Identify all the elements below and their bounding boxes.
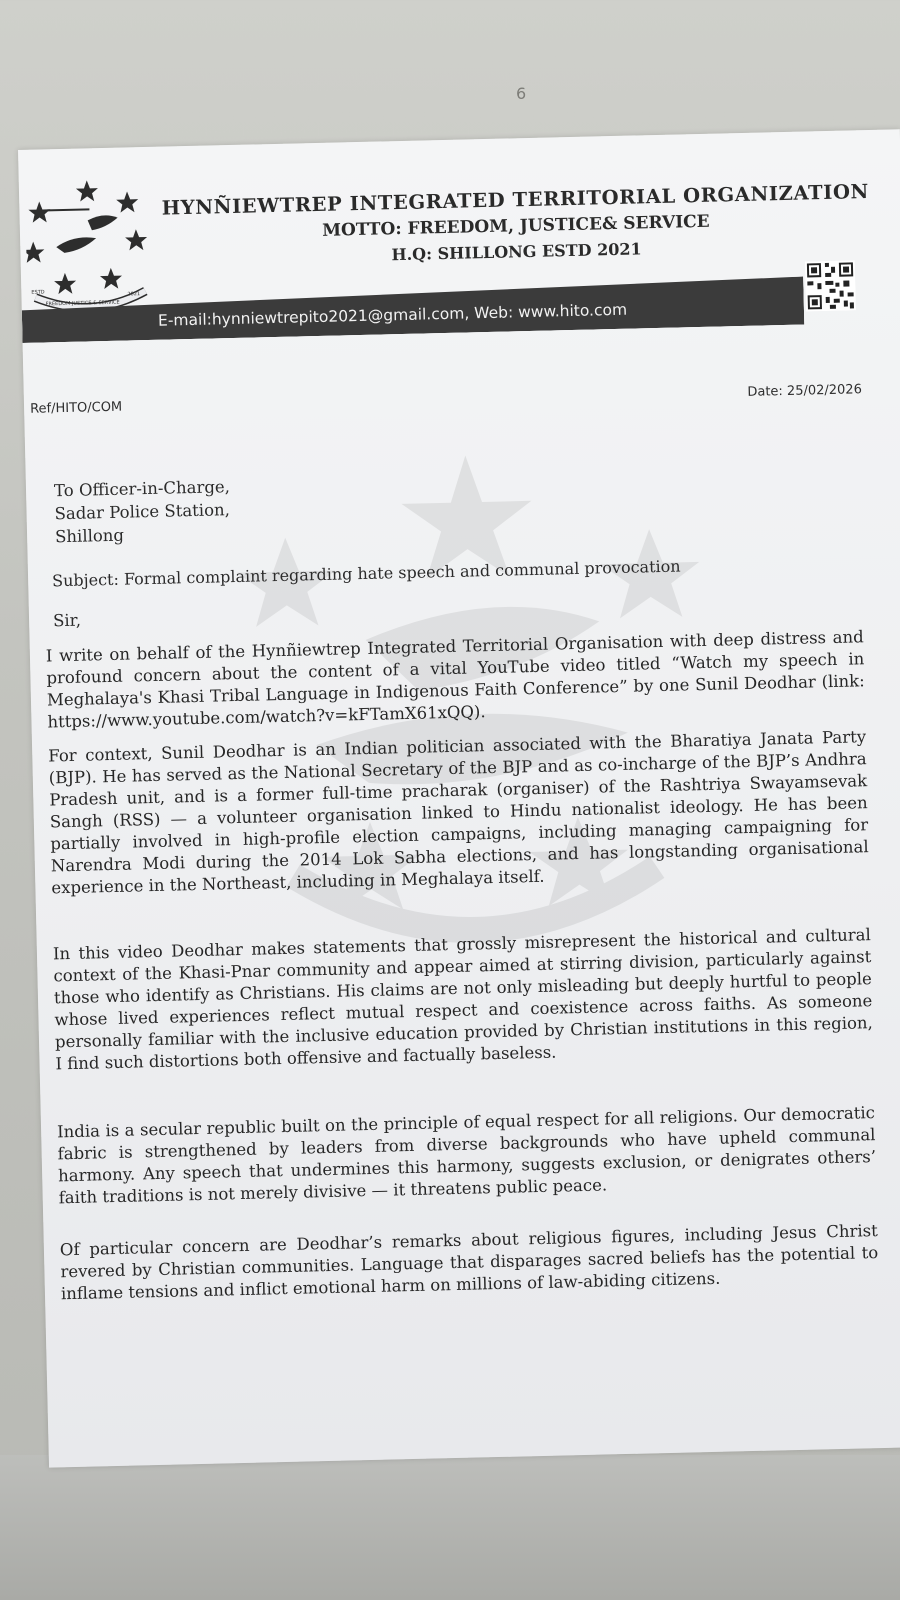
letter-date: Date: 25/02/2026 [747,382,863,400]
organization-motto: MOTTO: FREEDOM, JUSTICE& SERVICE [321,211,710,241]
logo-estd-label: ESTD [31,289,45,296]
addressee-line: To Officer-in-Charge, [53,477,231,501]
organization-name: HYNÑIEWTREP INTEGRATED TERRITORIAL ORGANIZATION [161,179,870,220]
letter-sheet [18,129,900,1467]
body-paragraph: In this video Deodhar makes statements that grossly misrepresent the historical and cultural context of the Khasi-Pnar community and appear aimed at stirring division, particularly against those who identify as Christians. His claims are not only misleading but deeply hurtful to people whose lived experiences reflect mutual respect and coexistence across faiths. As someone personally familiar with the inclusive education provided by Christian institutions in this region, I find such distortions both offensive and factually baseless. [52,925,874,1074]
organization-logo-icon [25,177,154,320]
body-paragraph: India is a secular republic built on the principle of equal respect for all religions. Our democratic fabric is strengthened by leaders from diverse backgrounds who have upheld communal harmony. Any speech that undermines this harmony, suggests exclusion, or denigrates others’ faith traditions is not merely divisive — it threatens public peace. [56,1103,877,1208]
logo-estd-year: 2021 [127,291,141,298]
reference-number: Ref/HITO/COM [29,399,123,417]
letter-salutation: Sir, [52,610,82,631]
addressee-block [54,475,232,548]
page-number-mark: 6 [516,84,527,103]
letter-subject: Subject: Formal complaint regarding hate speech and communal provocation [51,556,681,591]
logo-banner-text: FREEDOM JUSTICE & SERVICE [45,299,120,308]
addressee-line: Shillong [54,525,125,547]
contact-info: E-mail:hynniewtrepito2021@gmail.com, Web: www.hito.com [157,300,628,330]
body-paragraph: Of particular concern are Deodhar’s remarks about religious figures, including Jesus Christ revered by Christian communities. Language that disparages sacred beliefs has the potential to inflame tensions and inflict emotional harm on millions of law-abiding citizens. [59,1221,879,1304]
organization-hq: H.Q: SHILLONG ESTD 2021 [391,239,642,265]
qr-code-icon [805,260,856,311]
body-paragraph: I write on behalf of the Hynñiewtrep Integrated Territorial Organisation with deep distress and profound concern about the content of a vital YouTube video titled “Watch my speech in Meghalaya's Khasi Tribal Language in Indigenous Faith Conference” by one Sunil Deodhar (link: https://www.youtube.com/watch?v=kFTamX61xQQ). [45,627,865,732]
body-paragraph: For context, Sunil Deodhar is an Indian politician associated with the Bharatiya Janata Party (BJP). He has served as the National Secretary of the BJP and as co-incharge of the BJP’s Andhra Pradesh unit, and is a former full-time pracharak (organiser) of the Rashtriya Swayamsevak Sangh (RSS) — a volunteer organisation linked to Hindu nationalist ideology. He has been partially involved in high-profile election campaigns, including managing campaigning for Narendra Modi during the 2014 Lok Sabha elections, and has longstanding organisational experience in the Northeast, including in Meghalaya itself. [48,727,869,898]
table-surface [0,1455,900,1600]
addressee-line: Sadar Police Station, [54,500,231,524]
